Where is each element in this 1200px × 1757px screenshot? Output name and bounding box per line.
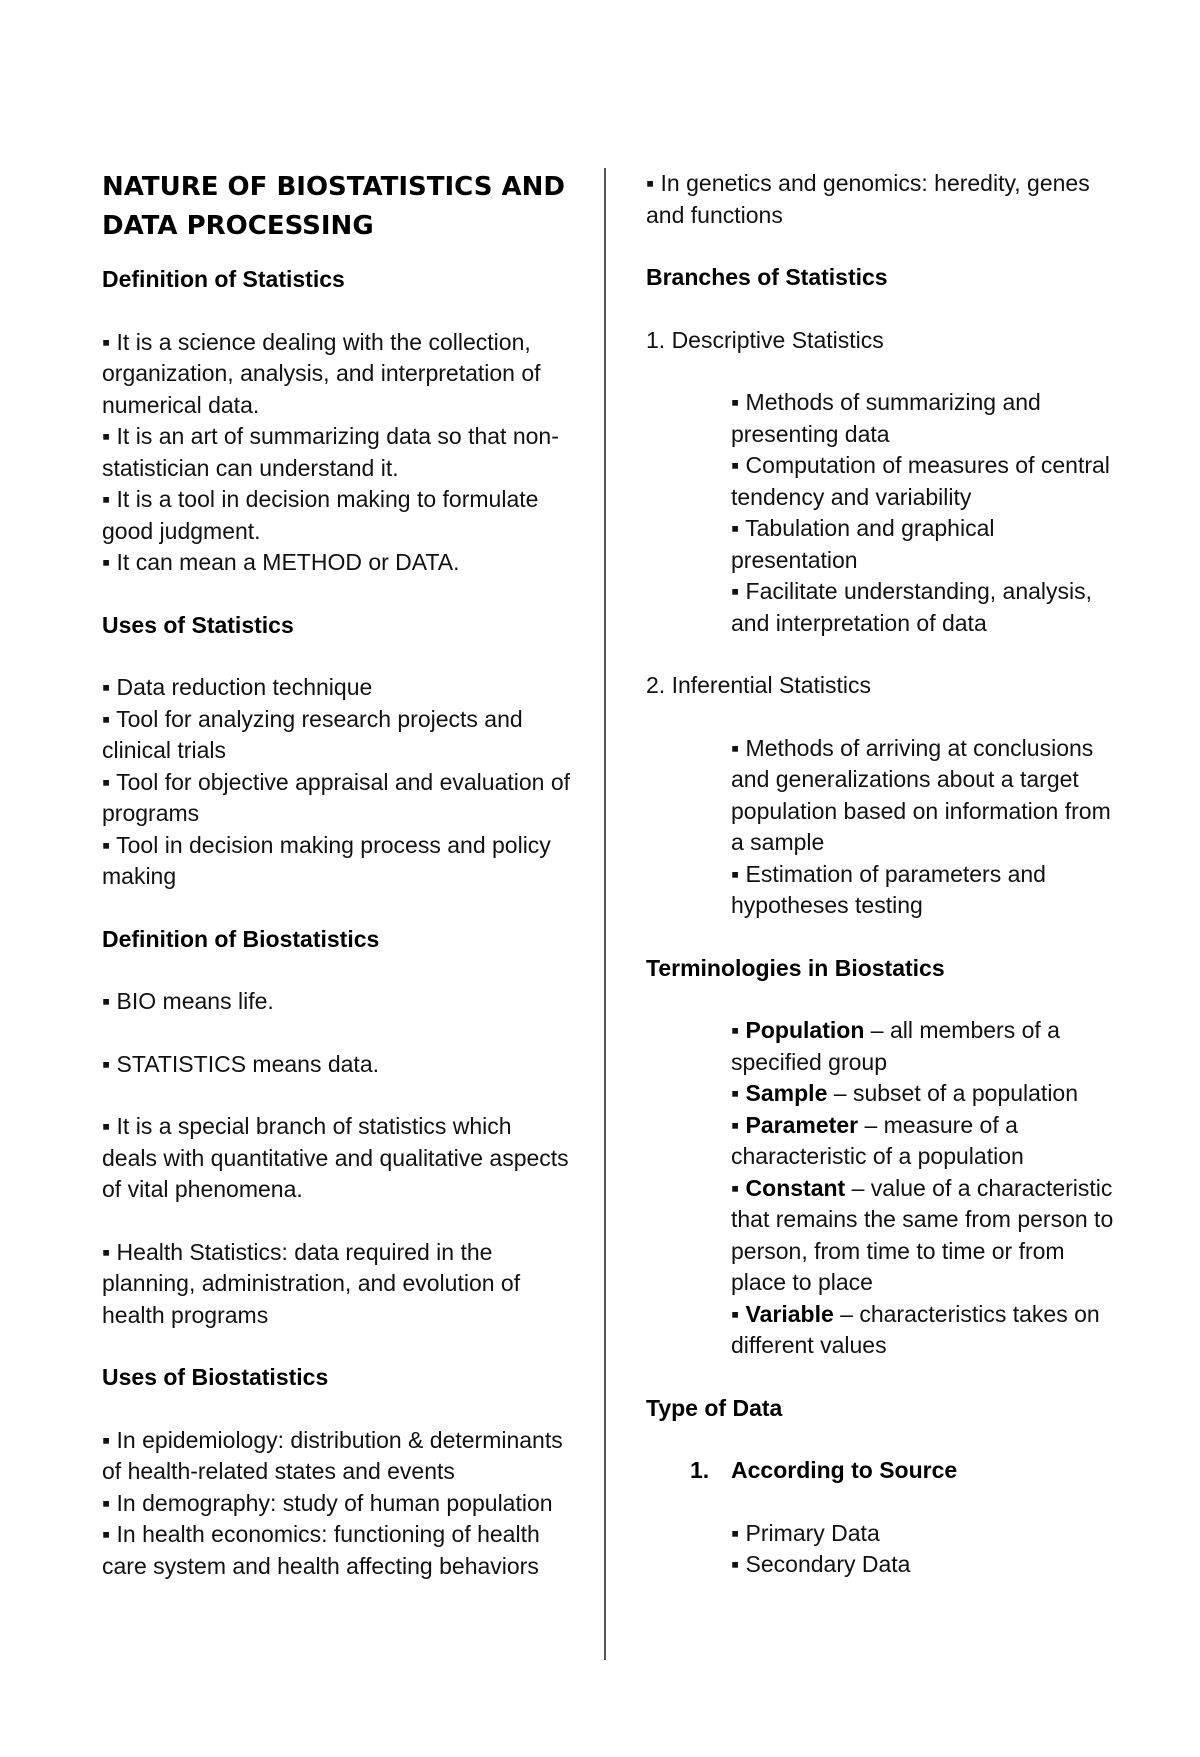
list-item: ▪ Data reduction technique — [102, 674, 373, 700]
term-item — [731, 1110, 1116, 1173]
column-divider — [604, 168, 606, 1660]
paragraph: ▪ BIO means life. — [102, 988, 274, 1014]
term: Sample — [745, 1080, 828, 1106]
list-item: ▪ In epidemiology: distribution & determinants of health-related states and events — [102, 1426, 563, 1484]
subheading-text: According to Source — [731, 1457, 958, 1483]
term-definition: – all members of a specified group — [731, 1017, 1060, 1075]
inferential-statistics-title: 2. Inferential Statistics — [646, 672, 871, 698]
term-definition: – value of a characteristic that remains the same from person to person, from time to time or from place to place — [731, 1174, 1114, 1295]
list-item: ▪ Methods of summarizing and presenting data — [731, 389, 1041, 447]
heading-definition-of-statistics: Definition of Statistics — [102, 266, 345, 292]
term: Parameter — [745, 1111, 859, 1138]
right-column — [646, 168, 1116, 1612]
term-definition: – characteristics takes on different values — [731, 1300, 1100, 1358]
list-item: ▪ Primary Data — [731, 1519, 880, 1546]
heading-type-of-data: Type of Data — [646, 1394, 783, 1421]
list-item: ▪ Computation of measures of central tendency and variability — [731, 452, 1110, 510]
descriptive-statistics-list — [646, 387, 1116, 639]
bullet: ▪ — [731, 1300, 746, 1327]
list-item: ▪ In genetics and genomics: heredity, genes and functions — [646, 170, 1090, 228]
terminologies-list — [646, 1015, 1116, 1362]
term: Population — [745, 1017, 865, 1043]
list-item: ▪ Secondary Data — [731, 1551, 911, 1577]
term-definition: – subset of a population — [827, 1080, 1079, 1106]
data-source-list — [646, 1518, 1116, 1581]
heading-uses-of-biostatistics: Uses of Biostatistics — [102, 1364, 329, 1390]
bullet: ▪ — [731, 1017, 746, 1043]
list-item: ▪ Facilitate understanding, analysis, and interpretation of data — [731, 578, 1093, 636]
list-item: ▪ Tool for objective appraisal and evaluation of programs — [102, 768, 571, 826]
document-title: NATURE OF BIOSTATISTICS AND DATA PROCESSING — [102, 172, 565, 241]
list-item: ▪ Tool for analyzing research projects and clinical trials — [102, 705, 523, 763]
paragraph: ▪ Health Statistics: data required in the planning, administration, and evolution of health programs — [102, 1238, 521, 1328]
term-item — [731, 1299, 1116, 1362]
list-item: ▪ In demography: study of human population — [102, 1489, 553, 1516]
left-column — [102, 168, 572, 1613]
list-item: ▪ Estimation of parameters and hypotheses testing — [731, 860, 1046, 918]
term: Variable — [745, 1300, 834, 1327]
bullet: ▪ — [731, 1111, 746, 1138]
list-item: ▪ It is a science dealing with the collection, organization, analysis, and interpretation of numerical data. — [102, 328, 541, 418]
term-item — [731, 1015, 1116, 1078]
term: Constant — [745, 1174, 846, 1201]
heading-terminologies: Terminologies in Biostatics — [646, 954, 945, 981]
uses-of-statistics-list — [102, 672, 572, 893]
list-item: ▪ Methods of arriving at conclusions and generalizations about a target population based on information from a sample — [731, 734, 1111, 855]
descriptive-statistics-title: 1. Descriptive Statistics — [646, 326, 884, 353]
list-item: ▪ Tool in decision making process and policy making — [102, 831, 551, 889]
definition-of-statistics-list — [102, 327, 572, 579]
term-item — [731, 1173, 1116, 1299]
term-definition: – measure of a characteristic of a population — [731, 1111, 1024, 1169]
heading-definition-of-biostatistics: Definition of Biostatistics — [102, 925, 380, 952]
heading-branches-of-statistics: Branches of Statistics — [646, 264, 888, 290]
heading-uses-of-statistics: Uses of Statistics — [102, 611, 294, 638]
uses-of-biostatistics-list — [102, 1425, 572, 1583]
list-item: ▪ In health economics: functioning of health care system and health affecting behaviors — [102, 1521, 540, 1579]
list-item: ▪ Tabulation and graphical presentation — [731, 515, 995, 573]
term-item — [731, 1078, 1116, 1110]
list-item: ▪ It can mean a METHOD or DATA. — [102, 549, 460, 575]
numbered-subheading — [690, 1455, 1116, 1487]
paragraph: ▪ It is a special branch of statistics which deals with quantitative and qualitative aspects of vital phenomena. — [102, 1113, 569, 1202]
bullet: ▪ — [731, 1174, 746, 1201]
list-item: ▪ It is a tool in decision making to formulate good judgment. — [102, 486, 539, 544]
bullet: ▪ — [731, 1080, 746, 1106]
paragraph: ▪ STATISTICS means data. — [102, 1050, 379, 1077]
inferential-statistics-list — [646, 733, 1116, 922]
subheading-number: 1. — [690, 1457, 710, 1483]
list-item: ▪ It is an art of summarizing data so that non-statistician can understand it. — [102, 423, 559, 481]
